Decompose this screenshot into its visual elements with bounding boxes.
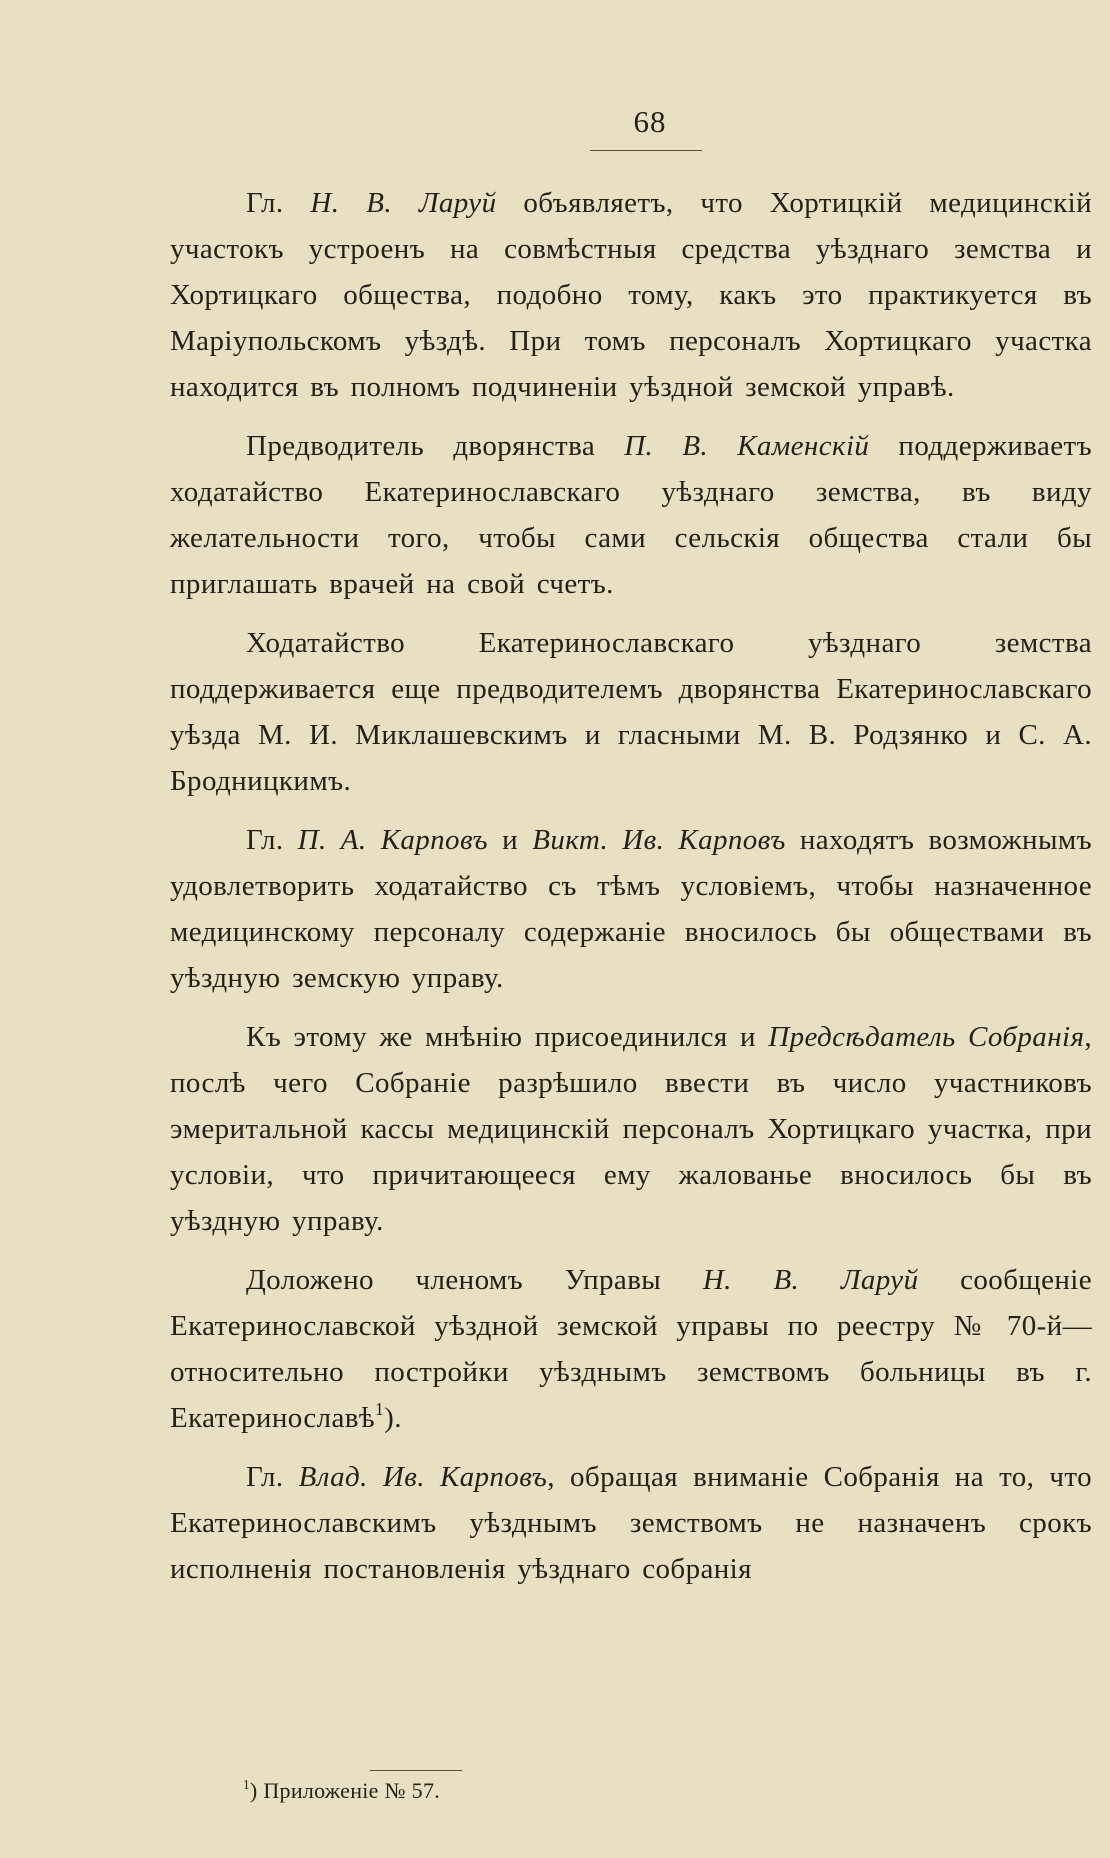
footnote-separator [370, 1770, 462, 1771]
text-run: находятъ возможнымъ удовлетворить ходатайство съ тѣмъ условіемъ, чтобы назначенное медицинскому персоналу содержаніе вносилось бы обществами въ уѣздную земскую управу. [170, 824, 1092, 994]
text-run: Гл. [246, 187, 311, 219]
text-run: поддерживаетъ ходатайство Екатеринославскаго уѣзднаго земства, въ виду желательности того, чтобы сами сельскія общества стали бы приглашать врачей на свой счетъ. [170, 430, 1092, 600]
text-run: сообщеніе Екатеринославской уѣздной земской управы по реестру № 70-й—относительно постройки уѣзднымъ земствомъ больницы въ г. Екатеринославѣ [170, 1264, 1093, 1434]
text-run: и [488, 824, 533, 856]
text-run: Къ этому же мнѣнію присоединился и [246, 1021, 769, 1053]
italic-name: П. В. Каменскій [624, 430, 870, 462]
text-run: , обращая вниманіе Собранія на то, что Екатеринославскимъ уѣзднымъ земствомъ не назначенъ срокъ исполненія постановленія уѣзднаго собранія [170, 1461, 1092, 1585]
paragraph [170, 1454, 1092, 1592]
text-run: Предводитель дворянства [246, 430, 625, 462]
text-run: объявляетъ, что Хортицкій медицинскій участокъ устроенъ на совмѣстныя средства уѣзднаго земства и Хортицкаго общества, подобно тому, какъ это практикуется въ Маріупольскомъ уѣздѣ. При томъ персоналъ Хортицкаго участка находится въ полномъ подчиненіи уѣздной земской управѣ. [170, 187, 1092, 403]
paragraph [170, 620, 1092, 804]
italic-name: П. А. Карповъ [297, 824, 489, 856]
footnote-text: ) Приложеніе № 57. [249, 1778, 441, 1803]
text-run: Ходатайство Екатеринославскаго уѣзднаго земства поддерживается еще предводителемъ дворянства Екатеринославскаго уѣзда М. И. Миклашевскимъ и гласными М. В. Родзянко и С. А. Бродницкимъ. [170, 627, 1092, 797]
text-run: Доложено членомъ Управы [246, 1264, 703, 1296]
italic-name: Предсѣдатель Собранія [768, 1021, 1085, 1053]
text-run: Гл. [246, 824, 298, 856]
text-run: ). [384, 1402, 402, 1434]
italic-name: Н. В. Ларуй [702, 1264, 919, 1296]
page-number: 68 [633, 104, 667, 139]
paragraph [170, 1257, 1092, 1441]
italic-name: Викт. Ив. Карповъ [532, 824, 786, 856]
text-run: Гл. [246, 1461, 299, 1493]
paragraph [170, 423, 1092, 607]
paragraph [170, 817, 1092, 1001]
italic-name: Влад. Ив. Карповъ [298, 1461, 548, 1493]
footnote-marker: 1 [243, 1776, 250, 1792]
page-number-rule [590, 150, 702, 151]
paragraph [170, 180, 1092, 410]
body-text [170, 180, 1092, 1592]
text-run: , послѣ чего Собраніе разрѣшило ввести въ число участниковъ эмеритальной кассы медицинскій персоналъ Хортицкаго участка, при условіи, что причитающееся ему жалованье вносилось бы въ уѣздную управу. [170, 1021, 1092, 1237]
italic-name: Н. В. Ларуй [310, 187, 497, 219]
paragraph [170, 1014, 1092, 1244]
footnote [243, 1776, 440, 1806]
footnote-reference: 1 [375, 1398, 385, 1419]
